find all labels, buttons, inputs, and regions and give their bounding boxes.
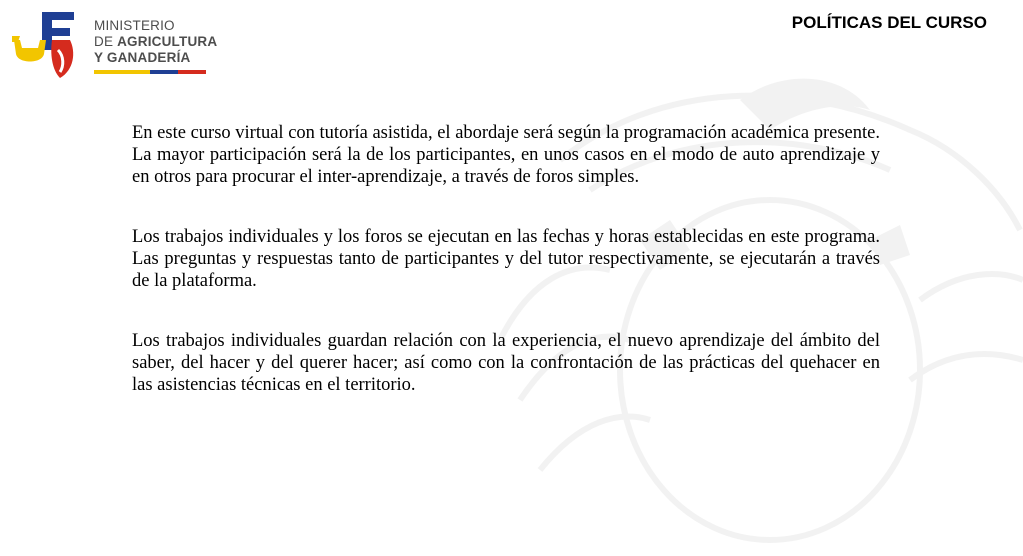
flag-stripe-blue bbox=[150, 70, 178, 74]
paragraph-2: Los trabajos individuales y los foros se ejecutan en las fechas y horas establecidas en este programa. Las preguntas y respuestas tanto de participantes y del tutor respectivamente, se ejecutarán a través de la plataforma. bbox=[132, 227, 880, 291]
paragraph-1: En este curso virtual con tutoría asistida, el abordaje será según la programación académica presente. La mayor participación será la de los participantes, en unos casos en el modo de auto aprendizaje y en otros para procurar el inter-aprendizaje, a través de foros simples. bbox=[132, 123, 880, 187]
ministry-logo bbox=[12, 10, 232, 80]
logo-line-3: Y GANADERÍA bbox=[94, 50, 191, 65]
ministry-emblem-icon bbox=[12, 10, 88, 80]
paragraph-3: Los trabajos individuales guardan relación con la experiencia, el nuevo aprendizaje del ámbito del saber, del hacer y del querer hacer; así como con la confrontación de las prácticas del quehacer en las asistencias técnicas en el territorio. bbox=[132, 331, 880, 395]
logo-line-2 bbox=[94, 34, 217, 50]
logo-line-2-prefix: DE bbox=[94, 34, 118, 49]
ministry-name bbox=[94, 18, 217, 66]
flag-stripe-red bbox=[178, 70, 206, 74]
logo-line-2-bold: AGRICULTURA bbox=[117, 34, 218, 49]
policy-content bbox=[132, 122, 880, 396]
logo-line-1: MINISTERIO bbox=[94, 18, 175, 33]
flag-stripe-yellow bbox=[94, 70, 150, 74]
flag-stripe bbox=[94, 70, 206, 74]
page-title: POLÍTICAS DEL CURSO bbox=[791, 13, 987, 32]
